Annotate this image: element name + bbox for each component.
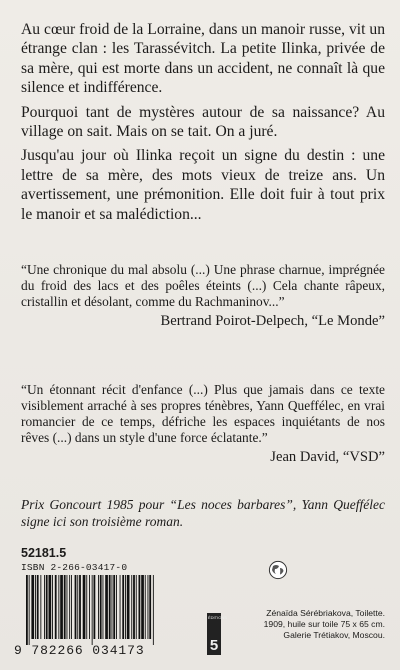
- barcode-bar: [98, 575, 99, 639]
- barcode-bar: [40, 575, 41, 639]
- barcode-bar: [89, 575, 90, 639]
- review-quote: “Une chronique du mal absolu (...) Une phrase charnue, imprégnée du froid des lacs et des poêles éteints (...) Cela chante râpeux, cristallin et désolant, comme du Rachmaninov...”: [21, 262, 385, 309]
- barcode-bar: [125, 575, 126, 639]
- publisher-logo-label: ÉDITIONS: [208, 615, 227, 620]
- barcode-bar: [92, 575, 93, 645]
- isbn-number: ISBN 2-266-03417-0: [21, 562, 128, 573]
- barcode-bar: [100, 575, 102, 639]
- barcode-bar: [127, 575, 130, 639]
- barcode-bar: [139, 575, 141, 639]
- globe-icon: [268, 560, 288, 580]
- barcode-bar: [109, 575, 111, 639]
- barcode-bar: [153, 575, 154, 645]
- review-le-monde: [21, 262, 385, 330]
- barcode-digits: 9 782266 034173: [14, 643, 145, 658]
- barcode-bar: [149, 575, 151, 639]
- barcode-bar: [69, 575, 70, 639]
- credit-line-2: 1909, huile sur toile 75 x 65 cm.: [263, 619, 385, 629]
- review-author: Jean David, “VSD”: [270, 448, 385, 465]
- credit-line-3: Galerie Trétiakov, Moscou.: [283, 630, 385, 640]
- barcode-bar: [133, 575, 135, 639]
- barcode-bar: [116, 575, 117, 639]
- prize-note: Prix Goncourt 1985 pour “Les noces barbares”, Yann Queffélec signe ici son troisième roman.: [21, 497, 385, 529]
- review-vsd: [21, 382, 385, 466]
- barcode-bar: [103, 575, 104, 639]
- review-quote: “Un étonnant récit d'enfance (...) Plus que jamais dans ce texte visiblement arraché à ses propres ténèbres, Yann Queffélec, en vrai romancier de ce temps, défriche les espaces inquiétants de nos rêves (...) dans un style d'une force éclatante.”: [21, 382, 385, 445]
- barcode-bar: [145, 575, 146, 639]
- barcode-bar: [60, 575, 63, 639]
- barcode-bar: [26, 575, 28, 645]
- barcode-bar: [136, 575, 137, 639]
- barcode-bar: [46, 575, 48, 639]
- blurb-paragraph-1: Au cœur froid de la Lorraine, dans un manoir russe, vit un étrange clan : les Tarassévitch. La petite Ilinka, privée de sa mère, qui est morte dans un accident, ne connaît là que silence et indifférence.: [21, 21, 385, 97]
- barcode-bar: [148, 575, 149, 639]
- blurb-paragraph-3: Jusqu'au jour où Ilinka reçoit un signe du destin : une lettre de sa mère, des mots vieux de treize ans. Un avertissement, une prémonition. Elle doit fuir à tout prix le manoir et sa malédiction...: [21, 147, 385, 223]
- barcode-bar: [131, 575, 132, 639]
- barcode-bar: [86, 575, 87, 639]
- barcode-bar: [29, 575, 30, 645]
- barcode-bar: [113, 575, 115, 639]
- barcode-bar: [58, 575, 59, 639]
- barcode-bar: [49, 575, 52, 639]
- barcode-bar: [71, 575, 72, 639]
- barcode-bar: [55, 575, 57, 639]
- barcode-bar: [105, 575, 108, 639]
- barcode-bar: [77, 575, 78, 639]
- barcode: [14, 573, 192, 659]
- product-code: 52181.5: [21, 546, 67, 560]
- barcode-bar: [83, 575, 86, 639]
- barcode-bar: [112, 575, 113, 639]
- barcode-bar: [67, 575, 68, 639]
- publisher-logo: [207, 613, 227, 655]
- barcode-bar: [31, 575, 34, 639]
- review-author: Bertrand Poirot-Delpech, “Le Monde”: [160, 312, 385, 329]
- blurb-paragraph-2: Pourquoi tant de mystères autour de sa naissance? Au village on sait. Mais on se tait. On a juré.: [21, 103, 385, 141]
- barcode-bar: [120, 575, 121, 639]
- barcode-bar: [35, 575, 36, 639]
- barcode-bar: [44, 575, 45, 639]
- barcode-bar: [52, 575, 53, 639]
- barcode-bar: [75, 575, 77, 639]
- barcode-bar: [94, 575, 96, 639]
- barcode-bar: [64, 575, 66, 639]
- publisher-logo-number: 5: [209, 637, 219, 654]
- barcode-bar: [79, 575, 81, 639]
- barcode-bar: [122, 575, 124, 639]
- credit-line-1: Zénaïda Sérébriakova, Toilette.: [266, 608, 385, 618]
- barcode-bar: [37, 575, 39, 639]
- barcode-bar: [141, 575, 144, 639]
- cover-art-credit: [222, 608, 385, 641]
- barcode-bars: [14, 573, 192, 645]
- blurb: [21, 20, 385, 229]
